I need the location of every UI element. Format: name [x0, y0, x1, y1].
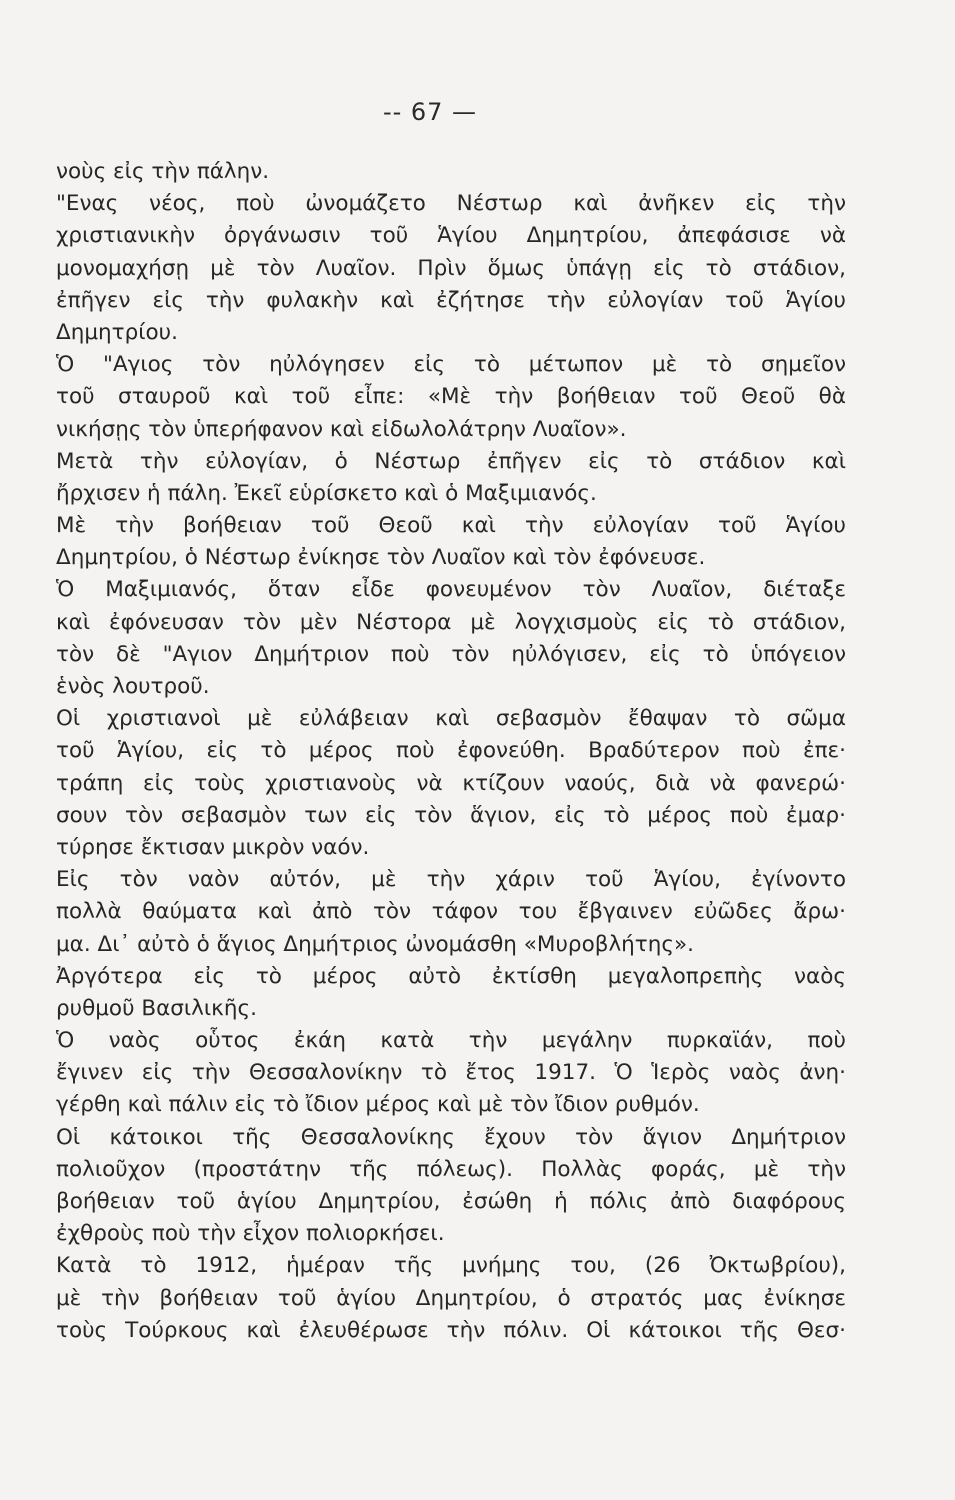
text-line: σουν τὸν σεβασμὸν των εἰς τὸν ἅγιον, εἰς τὸ μέρος ποὺ ἐμαρ· — [56, 802, 846, 828]
text-line: μὲ τὴν βοήθειαν τοῦ ἁγίου Δημητρίου, ὁ στρατός μας ἐνίκησε — [56, 1285, 846, 1311]
text-line: γέρθη καὶ πάλιν εἰς τὸ ἴδιον μέρος καὶ μὲ τὸν ἴδιον ρυθμόν. — [56, 1092, 700, 1118]
text-line: μα. Δι᾽ αὐτὸ ὁ ἅγιος Δημήτριος ὠνομάσθη «Μυροβλήτης». — [56, 931, 694, 957]
text-line: μονομαχήσῃ μὲ τὸν Λυαῖον. Πρὶν ὅμως ὑπάγῃ εἰς τὸ στάδιον, — [56, 255, 846, 281]
text-line: Ὁ Μαξιμιανός, ὅταν εἶδε φονευμένον τὸν Λυαῖον, διέταξε — [56, 577, 846, 603]
text-line: Οἱ χριστιανοὶ μὲ εὐλάβειαν καὶ σεβασμὸν ἔθαψαν τὸ σῶμα — [56, 706, 846, 732]
text-line: νοὺς εἰς τὴν πάλην. — [56, 159, 270, 184]
text-line: τὸν δὲ "Αγιον Δημήτριον ποὺ τὸν ηὐλόγισεν, εἰς τὸ ὑπόγειον — [56, 641, 846, 667]
text-line: τύρησε ἔκτισαν μικρὸν ναόν. — [56, 834, 370, 860]
text-line: Μὲ τὴν βοήθειαν τοῦ Θεοῦ καὶ τὴν εὐλογίαν τοῦ Ἁγίου — [56, 513, 846, 539]
text-line: ἐχθροὺς ποὺ τὴν εἶχον πολιορκήσει. — [56, 1221, 445, 1247]
text-line: Ὁ ναὸς οὗτος ἐκάη κατὰ τὴν μεγάλην πυρκαϊάν, ποὺ — [56, 1028, 846, 1054]
text-line: Ἀργότερα εἰς τὸ μέρος αὐτὸ ἐκτίσθη μεγαλοπρεπὴς ναὸς — [56, 963, 846, 989]
text-line: Ὁ "Αγιος τὸν ηὐλόγησεν εἰς τὸ μέτωπον μὲ τὸ σημεῖον — [56, 352, 846, 378]
body-text — [56, 156, 846, 1347]
text-line: χριστιανικὴν ὀργάνωσιν τοῦ Ἁγίου Δημητρίου, ἀπεφάσισε νὰ — [56, 223, 846, 249]
text-line: πολλὰ θαύματα καὶ ἀπὸ τὸν τάφον του ἔβγαινεν εὐῶδες ἄρω· — [56, 899, 846, 925]
text-line: Εἰς τὸν ναὸν αὐτόν, μὲ τὴν χάριν τοῦ Ἁγίου, ἐγίνοντο — [56, 867, 846, 893]
text-line: Κατὰ τὸ 1912, ἡμέραν τῆς μνήμης του, (26 Ὀκτωβρίου), — [56, 1253, 846, 1279]
text-line: ἤρχισεν ἡ πάλη. Ἐκεῖ εὑρίσκετο καὶ ὁ Μαξιμιανός. — [56, 480, 597, 506]
text-line: "Ενας νέος, ποὺ ὠνομάζετο Νέστωρ καὶ ἀνῆκεν εἰς τὴν — [56, 191, 846, 217]
text-line: Μετὰ τὴν εὐλογίαν, ὁ Νέστωρ ἐπῆγεν εἰς τὸ στάδιον καὶ — [56, 448, 846, 474]
text-line: Οἱ κάτοικοι τῆς Θεσσαλονίκης ἔχουν τὸν ἅγιον Δημήτριον — [56, 1124, 846, 1150]
text-line: τράπη εἰς τοὺς χριστιανοὺς νὰ κτίζουν ναούς, διὰ νὰ φανερώ· — [56, 770, 846, 796]
text-line: τοῦ Ἁγίου, εἰς τὸ μέρος ποὺ ἐφονεύθη. Βραδύτερον ποὺ ἐπε· — [56, 738, 846, 764]
text-line: πολιοῦχον (προστάτην τῆς πόλεως). Πολλὰς φοράς, μὲ τὴν — [56, 1156, 846, 1182]
text-line: Δημητρίου. — [56, 319, 178, 345]
text-line: ἔγινεν εἰς τὴν Θεσσαλονίκην τὸ ἔτος 1917. Ὁ Ἱερὸς ναὸς ἀνη· — [56, 1060, 846, 1086]
page-number: -- 67 — — [382, 98, 478, 126]
text-line: Δημητρίου, ὁ Νέστωρ ἐνίκησε τὸν Λυαῖον καὶ τὸν ἐφόνευσε. — [56, 545, 706, 571]
text-line: βοήθειαν τοῦ ἁγίου Δημητρίου, ἐσώθη ἡ πόλις ἀπὸ διαφόρους — [56, 1189, 846, 1214]
text-line: νικήσῃς τὸν ὑπερήφανον καὶ εἰδωλολάτρην Λυαῖον». — [56, 416, 627, 442]
text-line: τοὺς Τούρκους καὶ ἐλευθέρωσε τὴν πόλιν. Οἱ κάτοικοι τῆς Θεσ· — [56, 1317, 846, 1343]
text-line: ρυθμοῦ Βασιλικῆς. — [56, 995, 257, 1021]
text-line: ἐπῆγεν εἰς τὴν φυλακὴν καὶ ἐζήτησε τὴν εὐλογίαν τοῦ Ἁγίου — [56, 287, 846, 313]
text-line: ἑνὸς λουτροῦ. — [56, 674, 210, 699]
text-line: τοῦ σταυροῦ καὶ τοῦ εἶπε: «Μὲ τὴν βοήθειαν τοῦ Θεοῦ θὰ — [56, 384, 846, 410]
text-line: καὶ ἐφόνευσαν τὸν μὲν Νέστορα μὲ λογχισμοὺς εἰς τὸ στάδιον, — [56, 609, 846, 635]
